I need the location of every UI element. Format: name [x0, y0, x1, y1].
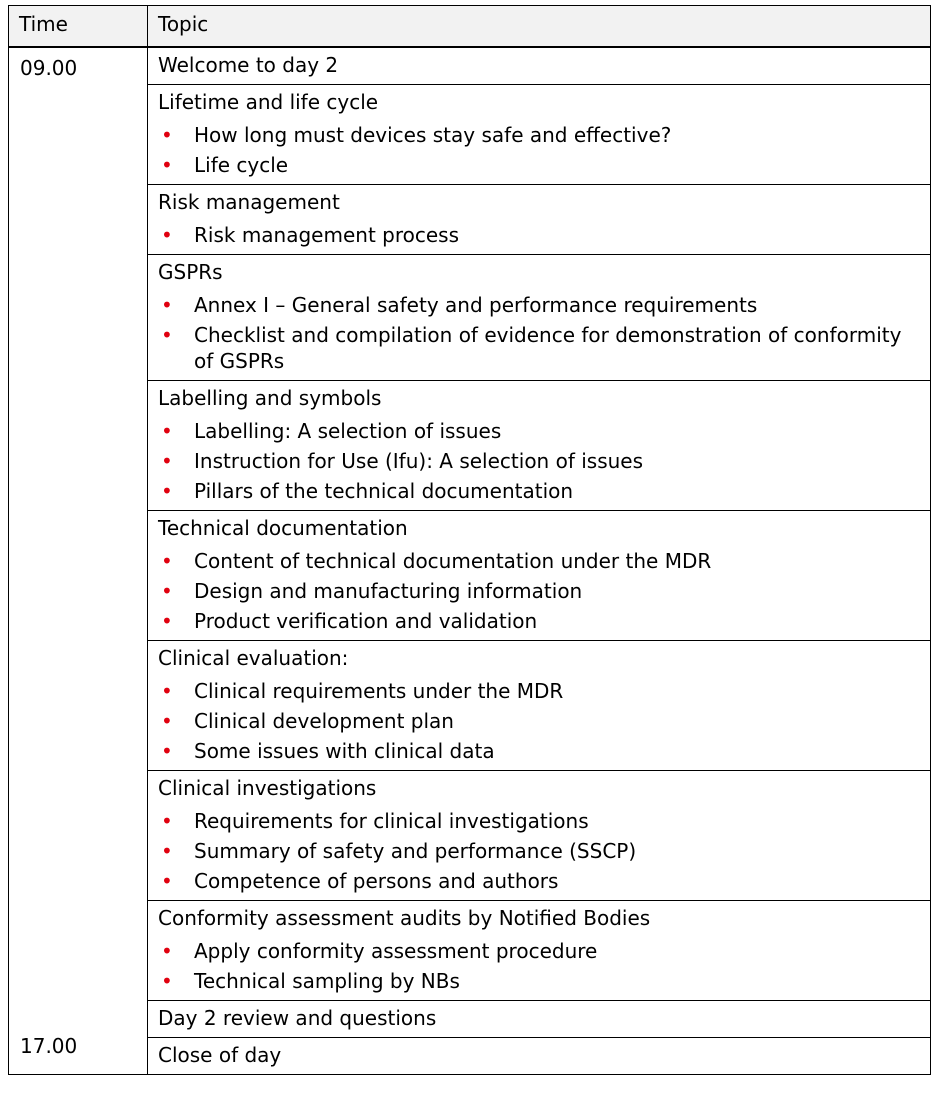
topic-row [148, 48, 931, 85]
topic-title: Welcome to day 2 [158, 53, 339, 77]
topic-bullet-item [158, 868, 922, 894]
bullet-dot-icon: • [161, 939, 173, 963]
topic-bullet-item [158, 418, 922, 444]
end-time: 17.00 [20, 1034, 78, 1058]
topic-row [148, 511, 931, 641]
bullet-text: Content of technical documentation under the MDR [194, 549, 712, 573]
bullet-dot-icon: • [161, 153, 173, 177]
topic-title: Lifetime and life cycle [158, 90, 379, 114]
bullet-text: Product verification and validation [194, 609, 538, 633]
bullet-dot-icon: • [161, 449, 173, 473]
bullet-text: Checklist and compilation of evidence for demonstration of conformity of GSPRs [194, 323, 902, 373]
topic-bullet-list [158, 292, 922, 374]
bullet-dot-icon: • [161, 293, 173, 317]
topic-title: Labelling and symbols [158, 386, 382, 410]
table-header [9, 6, 931, 48]
bullet-text: Instruction for Use (Ifu): A selection of issues [194, 449, 644, 473]
topic-bullet-item [158, 608, 922, 634]
bullet-dot-icon: • [161, 679, 173, 703]
bullet-text: Apply conformity assessment procedure [194, 939, 598, 963]
topic-title: Conformity assessment audits by Notified Bodies [158, 906, 651, 930]
topic-bullet-list [158, 678, 922, 764]
topic-bullet-item [158, 292, 922, 318]
agenda-table [8, 5, 931, 1075]
topic-bullet-item [158, 938, 922, 964]
bullet-text: Competence of persons and authors [194, 869, 559, 893]
bullet-text: Risk management process [194, 223, 459, 247]
topic-bullet-item [158, 678, 922, 704]
bullet-dot-icon: • [161, 223, 173, 247]
topic-bullet-item [158, 838, 922, 864]
topic-bullet-list [158, 808, 922, 894]
topic-bullet-item [158, 222, 922, 248]
bullet-dot-icon: • [161, 709, 173, 733]
topic-row [148, 771, 931, 901]
start-time: 09.00 [20, 56, 78, 80]
topic-title: Risk management [158, 190, 340, 214]
bullet-text: Clinical development plan [194, 709, 454, 733]
topic-bullet-list [158, 222, 922, 248]
topic-bullet-item [158, 322, 922, 374]
topic-bullet-item [158, 122, 922, 148]
topic-bullet-list [158, 938, 922, 994]
bullet-text: How long must devices stay safe and effective? [194, 123, 672, 147]
topic-bullet-item [158, 968, 922, 994]
bullet-text: Annex I – General safety and performance requirements [194, 293, 758, 317]
topic-bullet-item [158, 478, 922, 504]
bullet-text: Labelling: A selection of issues [194, 419, 502, 443]
topic-row [148, 85, 931, 185]
topic-column [148, 48, 931, 1075]
bullet-text: Some issues with clinical data [194, 739, 495, 763]
topic-row [148, 1038, 931, 1075]
topic-bullet-list [158, 548, 922, 634]
topic-row [148, 185, 931, 255]
bullet-dot-icon: • [161, 479, 173, 503]
table-body [9, 48, 931, 1075]
topic-title: Clinical investigations [158, 776, 377, 800]
bullet-text: Design and manufacturing information [194, 579, 583, 603]
topic-title: Clinical evaluation: [158, 646, 349, 670]
topic-bullet-list [158, 418, 922, 504]
bullet-dot-icon: • [161, 123, 173, 147]
topic-title: GSPRs [158, 260, 223, 284]
topic-title: Technical documentation [158, 516, 408, 540]
topic-row [148, 381, 931, 511]
time-column-header: Time [9, 6, 148, 46]
bullet-text: Technical sampling by NBs [194, 969, 460, 993]
bullet-dot-icon: • [161, 549, 173, 573]
bullet-text: Summary of safety and performance (SSCP) [194, 839, 637, 863]
bullet-dot-icon: • [161, 869, 173, 893]
bullet-dot-icon: • [161, 839, 173, 863]
topic-column-header: Topic [148, 6, 931, 46]
topic-bullet-item [158, 708, 922, 734]
bullet-dot-icon: • [161, 609, 173, 633]
bullet-text: Life cycle [194, 153, 289, 177]
topic-title: Close of day [158, 1043, 282, 1067]
bullet-dot-icon: • [161, 969, 173, 993]
bullet-dot-icon: • [161, 323, 173, 347]
topic-bullet-item [158, 738, 922, 764]
topic-row [148, 255, 931, 381]
topic-bullet-item [158, 578, 922, 604]
bullet-text: Pillars of the technical documentation [194, 479, 574, 503]
topic-bullet-item [158, 448, 922, 474]
topic-bullet-list [158, 122, 922, 178]
bullet-dot-icon: • [161, 739, 173, 763]
topic-row [148, 641, 931, 771]
bullet-dot-icon: • [161, 419, 173, 443]
bullet-text: Clinical requirements under the MDR [194, 679, 564, 703]
topic-bullet-item [158, 152, 922, 178]
topic-title: Day 2 review and questions [158, 1006, 437, 1030]
bullet-text: Requirements for clinical investigations [194, 809, 589, 833]
topic-bullet-item [158, 548, 922, 574]
topic-row [148, 1001, 931, 1038]
bullet-dot-icon: • [161, 809, 173, 833]
time-column [9, 48, 148, 1075]
topic-bullet-item [158, 808, 922, 834]
topic-row [148, 901, 931, 1001]
bullet-dot-icon: • [161, 579, 173, 603]
